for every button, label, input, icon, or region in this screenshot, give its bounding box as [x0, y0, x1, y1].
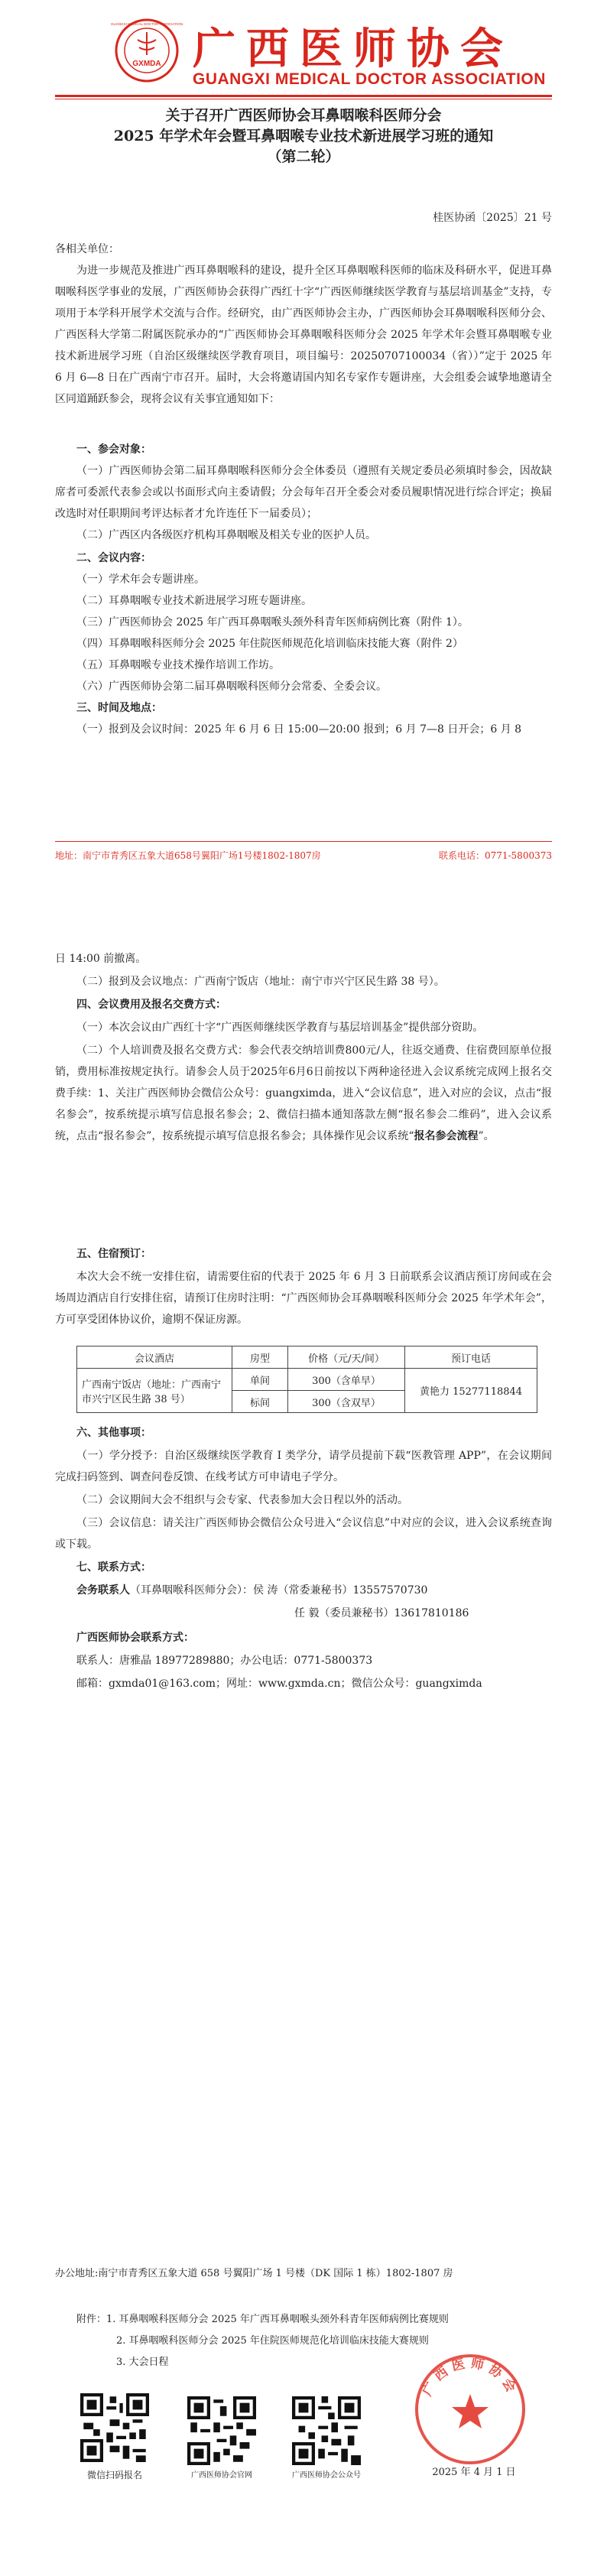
contact-label: 会务联系人: [76, 1584, 130, 1597]
section-3-item-1a: （一）报到及会议时间：2025 年 6 月 6 日 15:00—20:00 报到；6 月 7—8 日开会；6 月 8: [76, 723, 522, 736]
section-1-item-2: （二）广西区内各级医疗机构耳鼻咽喉及相关专业的医护人员。: [76, 529, 376, 541]
table-header-cell: 会议酒店: [77, 1346, 232, 1369]
wechat-account-qr-code[interactable]: [292, 2396, 361, 2465]
section-3-item-2: （二）报到及会议地点：广西南宁饭店（地址：南宁市兴宁区民生路 38 号）。: [76, 976, 445, 988]
section-6-item-1: （一）学分授予：自治区级继续医学教育 I 类学分，请学员提前下载“医教管理 APP”，在会议期间完成扫码签到、调查问卷反馈、在线考试方可申请电子学分。: [55, 1450, 552, 1483]
qr-label-wechat: 广西医师协会公众号: [292, 2471, 361, 2480]
section-4-item-2-text: （二）个人培训费及报名交费方式：参会代表交纳培训费800元/人，往返交通费、住宿费回原单位报销，费用标准按规定执行。请参会人员于2025年6月6日前按以下两种途径进入会议系统完成网上报名交费手续：1、关注广西医师协会微信公众号：guangximda，进入“会议信息”，进入对应的会议，点击“报名参会”，按系统提示填写信息报名参会；2、微信扫描本通知落款左侧“报名参会二维码”，进入会议系统，点击“报名参会”，按系统提示填写信息报名参会；具体操作见会议系统“: [55, 1044, 552, 1142]
seal-date: 2025 年 4 月 1 日: [432, 2467, 516, 2478]
footer-rule: [55, 841, 552, 842]
attachment-3: 3. 大会日程: [116, 2357, 169, 2368]
footer-phone: 联系电话：0771-5800373: [438, 850, 552, 861]
page-1: [0, 0, 607, 918]
section-6-item-2: （二）会议期间大会不组织与会专家、代表参加大会日程以外的活动。: [76, 1494, 408, 1506]
seal-text: 广西医师协会: [420, 2355, 521, 2399]
room-type-cell: 标间: [232, 1391, 288, 1413]
official-seal: [413, 2352, 527, 2467]
contact-person-1: 侯 涛（常委兼秘书）13557570730: [253, 1584, 428, 1597]
table-header-cell: 房型: [232, 1346, 288, 1369]
hotel-table: [76, 1346, 537, 1413]
hotel-name-cell: 广西南宁饭店（地址：广西南宁市兴宁区民生路 38 号）: [77, 1369, 232, 1413]
logo-ring-text: GUANGXI MEDICAL DOCTOR ASSOCIATION: [111, 22, 183, 26]
attachment-1: 附件：1. 耳鼻咽喉科医师分会 2025 年广西耳鼻咽喉头颈外科青年医师病例比赛规则: [76, 2314, 449, 2325]
section-5-paragraph: 本次大会不统一安排住宿，请需要住宿的代表于 2025 年 6 月 3 日前联系会议酒店预订房间或在会场周边酒店自行安排住宿，请预订住房时注明：“广西医师协会耳鼻咽喉科医师分会 2025 年学术年会”，方可享受团体协议价，逾期不保证房源。: [55, 1271, 552, 1326]
attachments-label: 附件：: [76, 2314, 107, 2325]
header-rule-thick: [55, 95, 552, 97]
section-2-item-2: （二）耳鼻咽喉专业技术新进展学习班专题讲座。: [76, 595, 312, 607]
contact-person-2: 任 毅（委员兼秘书）13617810186: [294, 1607, 469, 1619]
registration-qr-code[interactable]: [80, 2393, 149, 2462]
section-4-item-1: （一）本次会议由广西红十字“广西医师继续医学教育与基层培训基金”提供部分资助。: [76, 1022, 484, 1034]
intro-paragraph: 为进一步规范及推进广西耳鼻咽喉科的建设，提升全区耳鼻咽喉科医师的临床及科研水平，促进耳鼻咽喉科医学事业的发展，广西医师协会获得广西红十字“广西医师继续医学教育与基层培训基金”支持，专项用于本学科开展学术交流与合作。经研究，由广西医师协会主办，广西医师协会耳鼻咽喉科医师分会、广西医科大学第二附属医院承办的“广西医师协会耳鼻咽喉科医师分会 2025 年学术年会暨耳鼻咽喉专业技术新进展学习班（自治区级继续医学教育项目，项目编号：2025070710003​4（省））”定于 2025 年 6 月 6—8 日在广西南宁市召开。届时，大会将邀请国内知名专家作专题讲座，大会组委会诚挚地邀请全区同道踊跃参会，现将会议有关事宜通知如下：: [55, 265, 552, 405]
section-2-item-1: （一）学术年会专题讲座。: [76, 573, 205, 586]
association-contact: 联系人：唐雅晶 18977289880；办公电话：0771-5800373: [76, 1655, 373, 1667]
section-7-title: 七、联系方式：: [76, 1561, 151, 1574]
org-name-cn: 广西医师协会: [193, 24, 514, 74]
section-1-item-1: （一）广西医师协会第二届耳鼻咽喉科医师分会全体委员（遵照有关规定委员必须填时参会，因故缺席者可委派代表参会或以书面形式向主委请假；分会每年召开全委会对委员履职情况进行综合评定；换届改选时对任职期间考评达标者才允许连任下一届委员）；: [55, 465, 552, 520]
qr-label-website: 广西医师协会官网: [191, 2471, 252, 2480]
qr-label-registration: 微信扫码报名: [86, 2470, 142, 2480]
official-site-qr-code[interactable]: [187, 2396, 256, 2465]
footer: [55, 849, 552, 862]
seal-star-icon: [452, 2394, 489, 2428]
room-price-cell: 300（含单早）: [288, 1369, 405, 1391]
association-email: 邮箱：gxmda01@163.com；网址：www.gxmda.cn；微信公众号：guangximda: [76, 1678, 482, 1690]
contact-line-1: [55, 1580, 552, 1601]
table-row: [77, 1369, 537, 1391]
table-header-cell: 价格（元/天/间）: [288, 1346, 405, 1369]
logo-text: GXMDA: [132, 60, 161, 68]
room-type-cell: 单间: [232, 1369, 288, 1391]
contact-org: （耳鼻咽喉科医师分会）：: [130, 1584, 253, 1597]
title-line-2: 2025 年学术年会暨耳鼻咽喉专业技术新进展学习班的通知: [113, 128, 494, 145]
section-5-title: 五、住宿预订：: [76, 1248, 151, 1260]
section-2-title: 二、会议内容：: [76, 552, 151, 564]
notice-title: [55, 106, 552, 167]
title-line-3: （第二轮）: [267, 148, 340, 165]
hotel-table-header: [77, 1346, 537, 1369]
section-2-item-4: （四）耳鼻咽喉科医师分会 2025 年住院医师规范化培训临床技能大赛（附件 2）: [76, 638, 463, 650]
section-3-title: 三、时间及地点：: [76, 702, 162, 714]
section-3-item-1b: 日 14:00 前撤离。: [55, 953, 147, 965]
association-logo: [111, 18, 183, 83]
section-4-item-2-end: ”。: [478, 1130, 495, 1142]
booking-phone-cell: 黄艳力 15277118844: [405, 1369, 537, 1413]
title-line-1: 关于召开广西医师协会耳鼻咽喉科医师分会: [165, 107, 442, 124]
attachment-2: 2. 耳鼻咽喉科医师分会 2025 年住院医师规范化培训临床技能大赛规则: [116, 2335, 429, 2347]
registration-process-link: 报名参会流程: [414, 1130, 479, 1142]
footer-address: 地址：南宁市青秀区五象大道658号翼阳广场1号楼1802-1807房: [55, 850, 321, 861]
table-header-cell: 预订电话: [405, 1346, 537, 1369]
section-6-title: 六、其他事项：: [76, 1427, 151, 1439]
section-4-item-2: [55, 1040, 552, 1147]
document-number: 桂医协函〔2025〕21 号: [433, 212, 552, 224]
section-2-item-6: （六）广西医师协会第二届耳鼻咽喉科医师分会常委、全委会议。: [76, 681, 387, 693]
section-2-item-3: （三）广西医师协会 2025 年广西耳鼻咽喉头颈外科青年医师病例比赛（附件 1）。: [76, 616, 469, 629]
room-price-cell: 300（含双早）: [288, 1391, 405, 1413]
salutation: 各相关单位：: [55, 243, 119, 255]
section-4-title: 四、会议费用及报名交费方式：: [76, 999, 226, 1011]
section-6-item-3: （三）会议信息：请关注广西医师协会微信公众号进入“会议信息”中对应的会议，进入会议系统查询或下载。: [55, 1517, 552, 1551]
section-2-item-5: （五）耳鼻咽喉专业技术操作培训工作坊。: [76, 659, 280, 671]
section-1-title: 一、参会对象：: [76, 443, 151, 456]
org-name-en: GUANGXI MEDICAL DOCTOR ASSOCIATION: [193, 70, 546, 88]
association-contact-title: 广西医师协会联系方式：: [76, 1632, 194, 1644]
office-address: 办公地址:南宁市青秀区五象大道 658 号翼阳广场 1 号楼（DK 国际 1 栋）1802-1807 房: [55, 2268, 453, 2279]
